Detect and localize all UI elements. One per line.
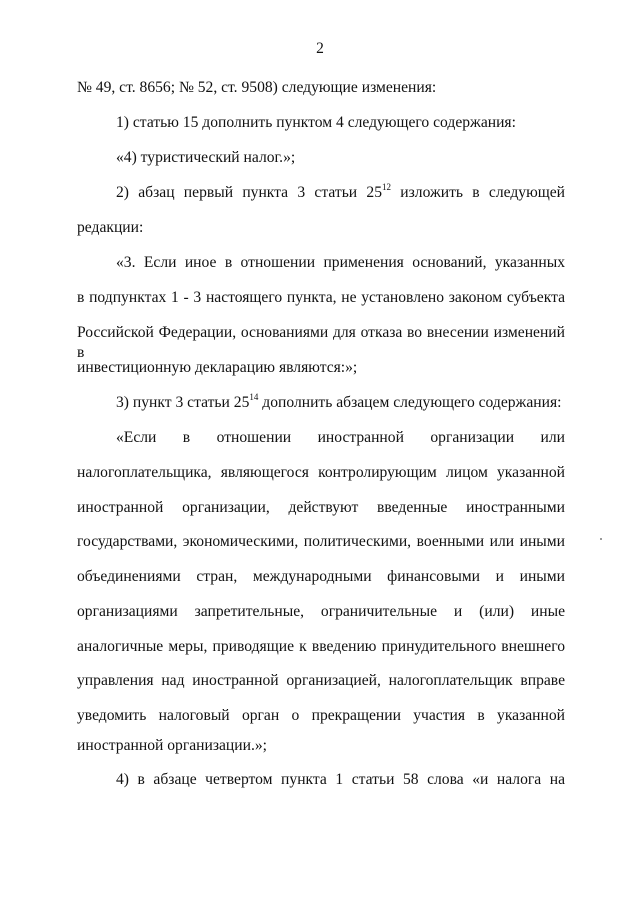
scan-speck (600, 538, 602, 540)
text-fragment: 3) пункт 3 статьи 25 (116, 394, 250, 411)
text-line: редакции: (77, 219, 144, 236)
text-line: 4) в абзаце четвертом пункта 1 статьи 58 слова «и налога на (116, 771, 565, 788)
text-line: в подпунктах 1 - 3 настоящего пункта, не установлено законом субъекта (77, 289, 565, 306)
text-line-with-superscript (116, 183, 565, 203)
text-line-with-superscript (116, 393, 565, 413)
superscript: 14 (249, 392, 259, 402)
text-line: «Если в отношении иностранной организации или (116, 429, 565, 446)
text-line: «4) туристический налог.»; (116, 149, 296, 166)
text-line: инвестиционную декларацию являются:»; (77, 359, 358, 376)
text-line: иностранной организации.»; (77, 737, 267, 754)
text-line: Российской Федерации, основаниями для отказа во внесении изменений в (77, 324, 565, 361)
text-line: объединениями стран, международными финансовыми и иными (77, 568, 565, 585)
text-line: № 49, ст. 8656; № 52, ст. 9508) следующие изменения: (77, 79, 437, 96)
page-number: 2 (316, 40, 324, 57)
text-fragment: дополнить абзацем следующего содержания: (258, 394, 562, 411)
text-line: иностранной организации, действуют введенные иностранными (77, 499, 565, 516)
text-line: 1) статью 15 дополнить пунктом 4 следующего содержания: (116, 114, 516, 131)
superscript: 12 (382, 182, 392, 192)
text-line: уведомить налоговый орган о прекращении участия в указанной (77, 707, 565, 724)
text-line: «3. Если иное в отношении применения оснований, указанных (116, 254, 565, 271)
text-line: управления над иностранной организацией, налогоплательщик вправе (77, 672, 565, 689)
text-line: налогоплательщика, являющегося контролирующим лицом указанной (77, 464, 565, 481)
text-fragment: 2) абзац первый пункта 3 статьи 25 (116, 184, 383, 201)
text-line: организациями запретительные, ограничительные и (или) иные (77, 603, 565, 620)
text-fragment: изложить в следующей (391, 184, 565, 201)
text-line: аналогичные меры, приводящие к введению принудительного внешнего (77, 638, 565, 655)
text-line: государствами, экономическими, политическими, военными или иными (77, 533, 565, 550)
